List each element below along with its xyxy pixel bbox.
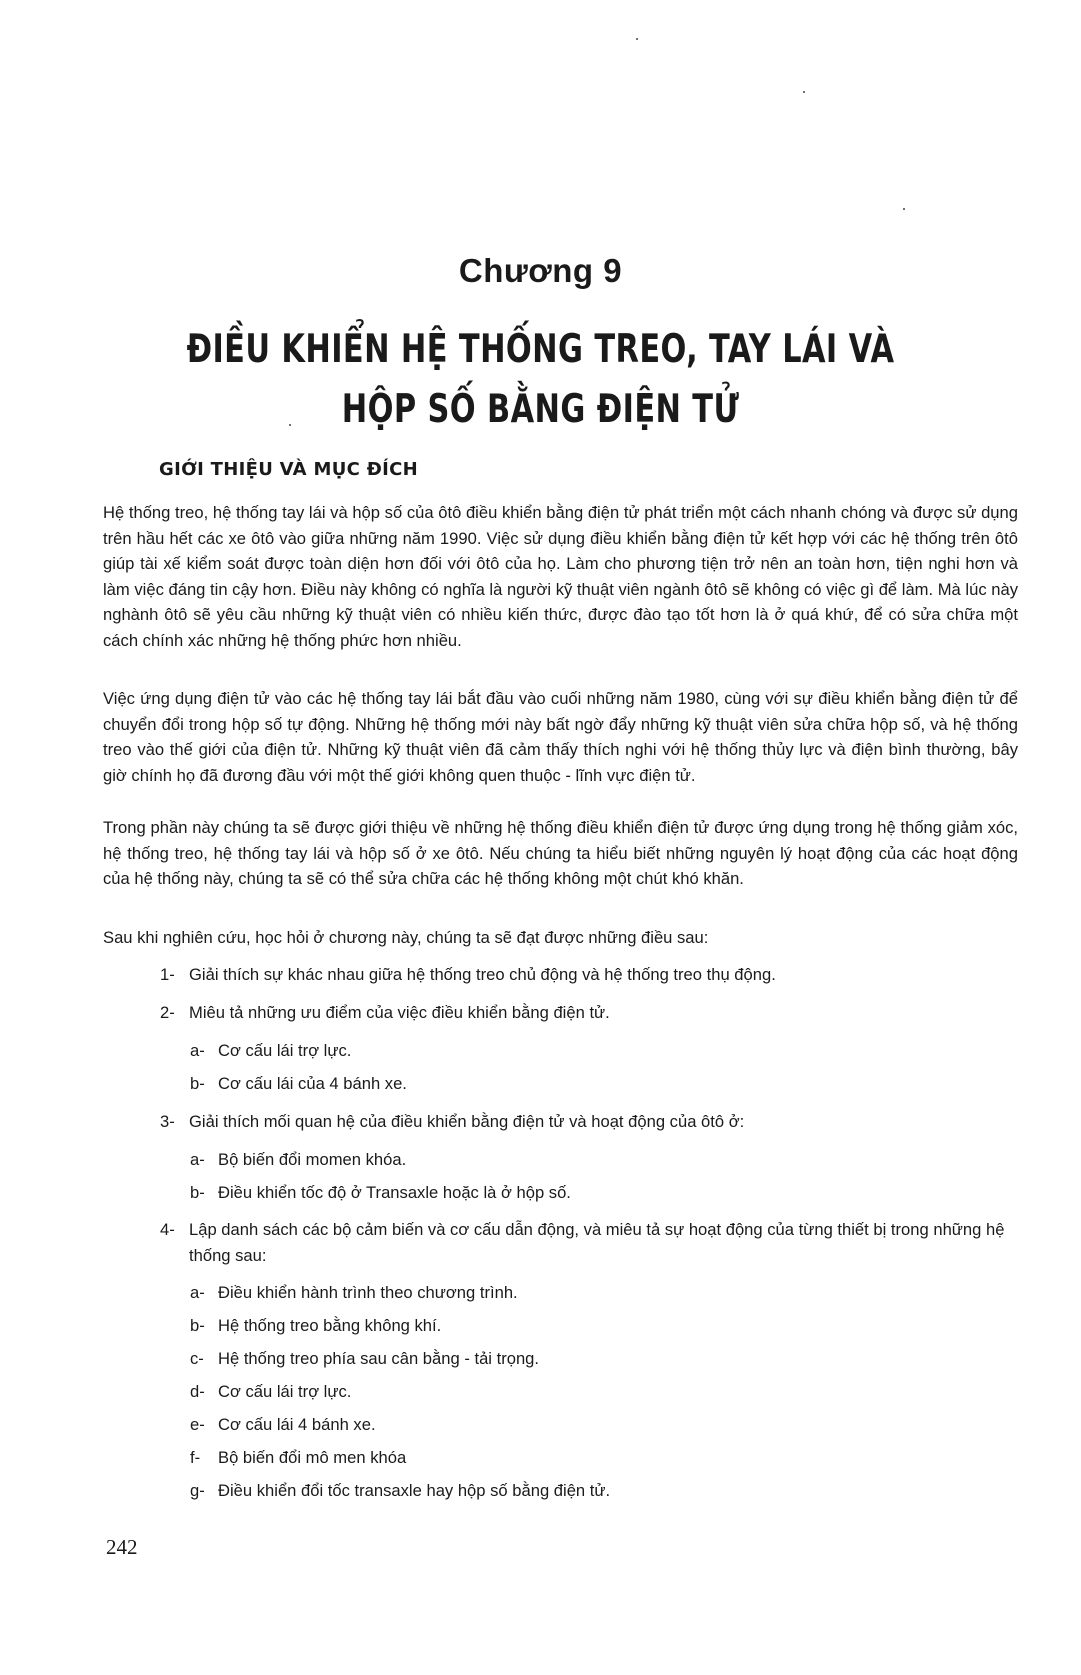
objective-text: Giải thích mối quan hệ của điều khiển bằng điện tử và hoạt động của ôtô ở: [189, 1112, 745, 1131]
sub-item-letter: b- [190, 1074, 205, 1093]
sub-item-text: Điều khiển hành trình theo chương trình. [218, 1283, 518, 1302]
paragraph: Sau khi nghiên cứu, học hỏi ở chương này, chúng ta sẽ đạt được những điều sau: [103, 928, 709, 947]
objective-item [160, 1109, 1018, 1135]
objective-text: Giải thích sự khác nhau giữa hệ thống treo chủ động và hệ thống treo thụ động. [189, 965, 776, 984]
sub-item [190, 1038, 1010, 1064]
sub-item-letter: b- [190, 1183, 205, 1202]
sub-item-letter: e- [190, 1415, 205, 1434]
chapter-title-line-1: ĐIỀU KHIỂN HỆ THỐNG TREO, TAY LÁI VÀ [186, 327, 895, 372]
objective-number: 2- [160, 1003, 175, 1022]
objective-item [160, 1217, 1018, 1268]
sub-item-text: Bộ biến đổi mô men khóa [218, 1448, 407, 1467]
paragraph: Trong phần này chúng ta sẽ được giới thiệu về những hệ thống điều khiển điện tử được ứng dụng trong hệ thống giảm xóc, hệ thống treo, hệ thống tay lái và hộp số ở xe ôtô. Nếu chúng ta hiểu biết những nguyên lý hoạt động của các hoạt động của hệ thống này, chúng ta sẽ có thể sửa chữa các hệ thống không một chút khó khăn. [103, 818, 1018, 888]
objective-number: 3- [160, 1112, 175, 1131]
scan-speck [636, 38, 638, 40]
objective-item [160, 962, 1018, 988]
section-heading: GIỚI THIỆU VÀ MỤC ĐÍCH [159, 459, 418, 480]
objective-text: Lập danh sách các bộ cảm biến và cơ cấu dẫn động, và miêu tả sự hoạt động của từng thiết bị trong những hệ thống sau: [189, 1220, 1005, 1265]
paragraph: Việc ứng dụng điện tử vào các hệ thống tay lái bắt đầu vào cuối những năm 1980, cùng với sự điều khiển bằng điện tử để chuyển đổi trong hộp số tự động. Những hệ thống mới này bất ngờ đẩy những kỹ thuật viên sửa chữa hộp số, và hệ thống treo vào thế giới của điện tử. Những kỹ thuật viên đã cảm thấy thích nghi với hệ thống thủy lực và điện bình thường, bây giờ chính họ đã đương đầu với một thế giới không quen thuộc - lĩnh vực điện tử. [103, 689, 1018, 785]
sub-item [190, 1445, 1010, 1471]
chapter-title [0, 320, 1081, 440]
sub-item-letter: a- [190, 1041, 205, 1060]
sub-item-text: Cơ cấu lái 4 bánh xe. [218, 1415, 376, 1434]
sub-item [190, 1412, 1010, 1438]
sub-item-text: Cơ cấu lái trợ lực. [218, 1382, 352, 1401]
scan-speck [903, 208, 905, 210]
chapter-label: Chương 9 [458, 252, 623, 289]
sub-item [190, 1071, 1010, 1097]
objective-number: 4- [160, 1220, 175, 1239]
sub-item-text: Điều khiển tốc độ ở Transaxle hoặc là ở hộp số. [218, 1183, 571, 1202]
scan-speck [803, 91, 805, 93]
sub-item [190, 1346, 1010, 1372]
sub-item [190, 1280, 1010, 1306]
sub-item-text: Hệ thống treo phía sau cân bằng - tải trọng. [218, 1349, 540, 1368]
paragraph: Hệ thống treo, hệ thống tay lái và hộp số của ôtô điều khiển bằng điện tử phát triển một cách nhanh chóng và được sử dụng trên hầu hết các xe ôtô vào giữa những năm 1990. Việc sử dụng điều khiển bằng điện tử kết hợp với các hệ thống trên ôtô giúp tài xế kiểm soát được toàn diện hơn đối với ôtô của họ. Làm cho phương tiện trở nên an toàn hơn, tiện nghi hơn và làm việc đáng tin cậy hơn. Điều này không có nghĩa là người kỹ thuật viên ngành ôtô sẽ không có việc gì để làm. Mà lúc này nghành ôtô sẽ yêu cầu những kỹ thuật viên có nhiều kiến thức, được đào tạo tốt hơn là ở quá khứ, để có sửa chữa một cách chính xác những hệ thống phức hơn nhiều. [103, 503, 1018, 650]
sub-item-letter: a- [190, 1150, 205, 1169]
sub-item-text: Bộ biến đổi momen khóa. [218, 1150, 407, 1169]
sub-item [190, 1478, 1010, 1504]
sub-item [190, 1147, 1010, 1173]
sub-item [190, 1180, 1010, 1206]
sub-item-letter: d- [190, 1382, 205, 1401]
sub-item [190, 1313, 1010, 1339]
sub-item-letter: c- [190, 1349, 204, 1368]
sub-item-text: Cơ cấu lái của 4 bánh xe. [218, 1074, 407, 1093]
objective-text: Miêu tả những ưu điểm của việc điều khiển bằng điện tử. [189, 1003, 610, 1022]
sub-item-letter: g- [190, 1481, 205, 1500]
sub-item-letter: b- [190, 1316, 205, 1335]
sub-item-letter: f- [190, 1448, 201, 1467]
sub-item-text: Cơ cấu lái trợ lực. [218, 1041, 352, 1060]
sub-item-text: Điều khiển đổi tốc transaxle hay hộp số bằng điện tử. [218, 1481, 611, 1500]
sub-item-letter: a- [190, 1283, 205, 1302]
objective-number: 1- [160, 965, 175, 984]
sub-item-text: Hệ thống treo bằng không khí. [218, 1316, 442, 1335]
chapter-title-line-2: HỘP SỐ BẰNG ĐIỆN TỬ [341, 387, 740, 432]
sub-item [190, 1379, 1010, 1405]
objective-item [160, 1000, 1018, 1026]
page-number: 242 [106, 1535, 138, 1559]
